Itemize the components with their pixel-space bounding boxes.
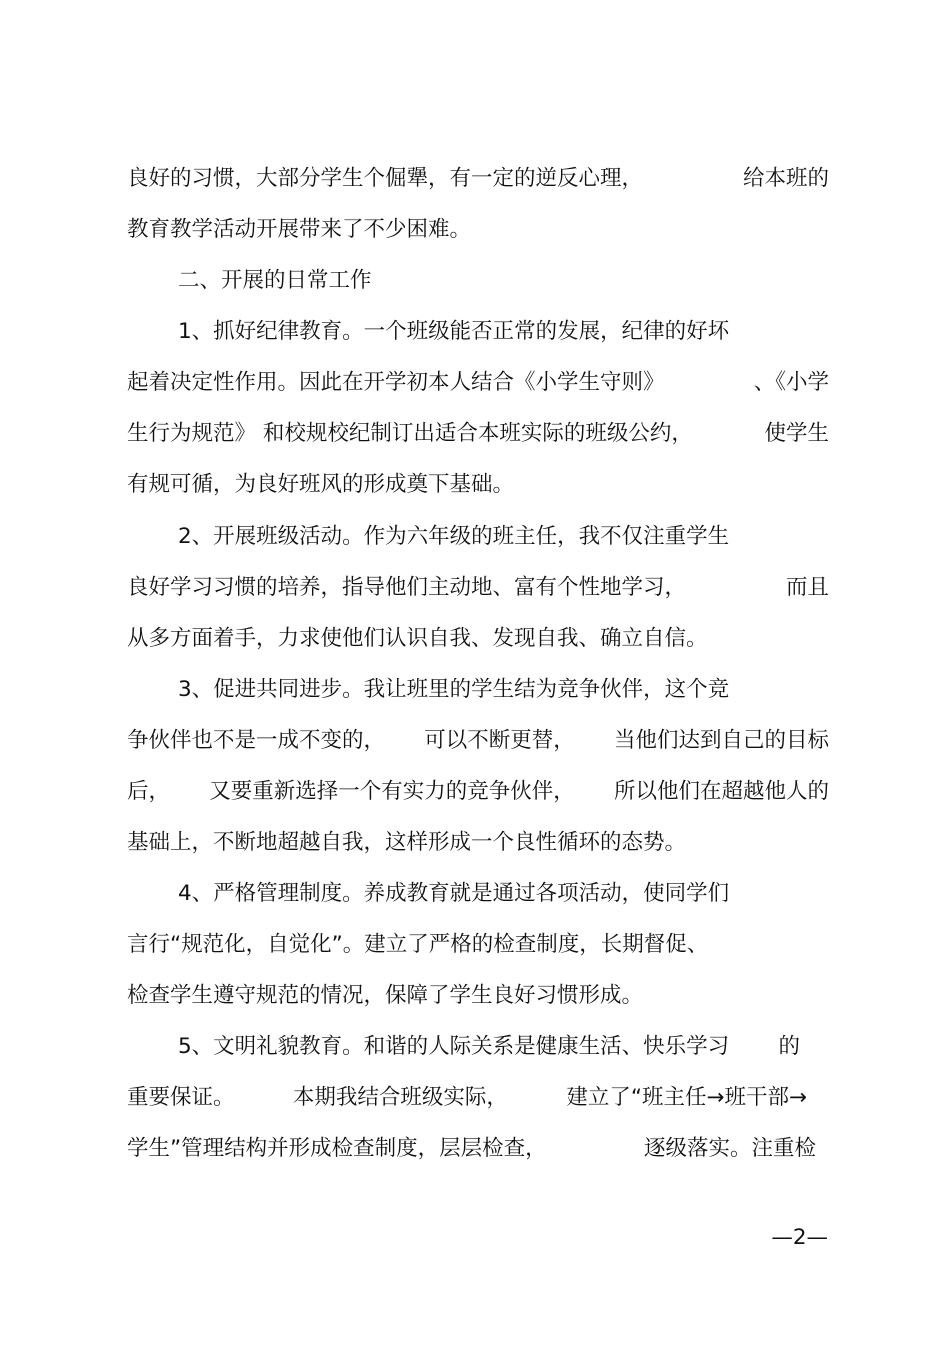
text-line <box>127 724 829 758</box>
text-segment: 2、开展班级活动。作为六年级的班主任，我不仅注重学生 <box>178 524 730 549</box>
text-segment: 教育教学活动开展带来了不少困难。 <box>127 217 472 242</box>
text-segment: 4、严格管理制度。养成教育就是通过各项活动，使同学们 <box>178 881 730 906</box>
text-segment: 建立了“班主任→班干部→ <box>566 1085 807 1110</box>
text-segment: 生行为规范》 和校规校纪制订出适合本班实际的班级公约， <box>127 421 693 446</box>
text-line <box>127 622 829 656</box>
page-number: —2— <box>771 1225 828 1250</box>
text-line <box>127 417 829 451</box>
text-line <box>127 571 829 605</box>
text-line <box>127 366 829 400</box>
text-segment: 言行“规范化，自觉化”。建立了严格的检查制度，长期督促、 <box>127 932 709 957</box>
text-segment: 后， <box>127 779 171 804</box>
text-segment: 逐级落实。注重检 <box>643 1136 816 1161</box>
text-segment: 有规可循，为良好班风的形成奠下基础。 <box>127 472 515 497</box>
text-segment: 又要重新选择一个有实力的竞争伙伴， <box>209 779 575 804</box>
text-line <box>127 468 829 502</box>
text-segment: 使学生 <box>764 421 829 446</box>
text-segment: 基础上，不断地超越自我，这样形成一个良性循环的态势。 <box>127 830 687 855</box>
text-segment: 争伙伴也不是一成不变的， <box>127 728 386 753</box>
text-segment: 可以不断更替， <box>424 728 575 753</box>
text-segment: 起着决定性作用。因此在开学初本人结合《小学生守则》 <box>127 370 665 395</box>
text-line <box>127 1132 816 1166</box>
text-line <box>127 979 829 1013</box>
text-line <box>127 1081 807 1115</box>
text-segment: 5、文明礼貌教育。和谐的人际关系是健康生活、快乐学习 <box>178 1034 730 1059</box>
text-segment: 的 <box>778 1034 800 1059</box>
text-segment: 当他们达到自己的目标 <box>613 728 829 753</box>
text-segment: 学生”管理结构并形成检查制度，层层检查， <box>127 1136 547 1161</box>
text-segment: 二、开展的日常工作 <box>178 268 372 293</box>
text-line <box>178 877 829 911</box>
text-segment: 本期我结合班级实际， <box>292 1085 508 1110</box>
text-segment: 1、抓好纪律教育。一个班级能否正常的发展，纪律的好坏 <box>178 319 730 344</box>
text-segment: 良好学习习惯的培养，指导他们主动地、富有个性地学习， <box>127 575 687 600</box>
text-line <box>127 826 829 860</box>
text-line <box>127 162 829 196</box>
section-heading <box>178 264 829 298</box>
text-segment: 3、促进共同进步。我让班里的学生结为竞争伙伴，这个竞 <box>178 677 730 702</box>
text-line <box>127 213 829 247</box>
text-segment: 、《小学 <box>753 370 829 395</box>
text-segment: 所以他们在超越他人的 <box>613 779 829 804</box>
text-line <box>127 775 829 809</box>
text-segment: 检查学生遵守规范的情况，保障了学生良好习惯形成。 <box>127 983 644 1008</box>
text-line <box>127 928 829 962</box>
text-segment: 给本班的 <box>742 166 829 191</box>
text-line <box>178 520 829 554</box>
text-segment: 而且 <box>785 575 829 600</box>
text-line <box>178 673 829 707</box>
text-segment: 重要保证。 <box>127 1085 235 1110</box>
text-segment: 从多方面着手，力求使他们认识自我、发现自我、确立自信。 <box>127 626 708 651</box>
text-segment: 良好的习惯，大部分学生个倔犟，有一定的逆反心理， <box>127 166 644 191</box>
text-line <box>178 1030 800 1064</box>
text-line <box>178 315 829 349</box>
